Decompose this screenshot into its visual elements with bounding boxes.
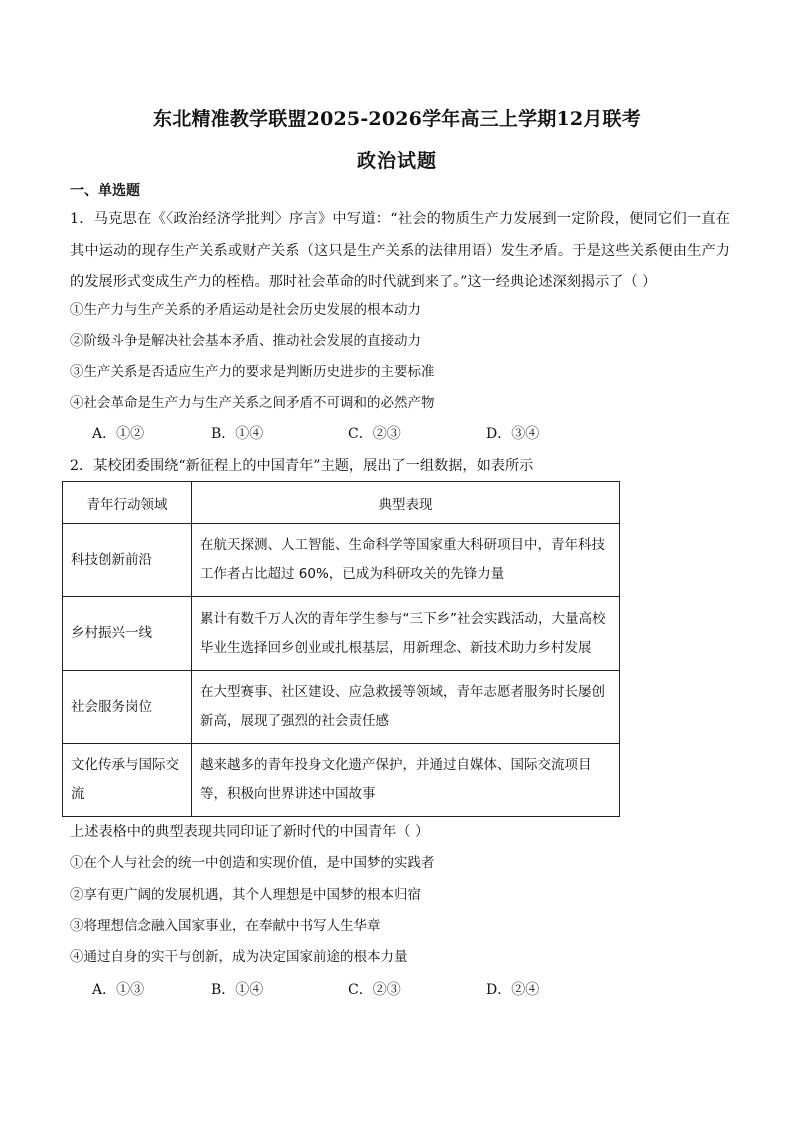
table-cell-performance: 越来越多的青年投身文化遗产保护，并通过自媒体、国际交流项目等，积极向世界讲述中国故事 (192, 744, 620, 817)
question-1-option-3: ③生产关系是否适应生产力的要求是判断历史进步的主要标准 (70, 364, 435, 380)
table-cell-performance: 累计有数千万人次的青年学生参与“三下乡”社会实践活动，大量高校毕业生选择回乡创业或扎根基层，用新理念、新技术助力乡村发展 (192, 597, 620, 671)
table-row (63, 524, 620, 597)
question-2-option-2: ②享有更广阔的发展机遇，其个人理想是中国梦的根本归宿 (70, 887, 421, 903)
question-1-choice-d[interactable]: D．③④ (486, 426, 540, 442)
table-cell-performance: 在大型赛事、社区建设、应急救援等领域，青年志愿者服务时长屡创新高，展现了强烈的社会责任感 (192, 671, 620, 744)
table-row (63, 597, 620, 671)
question-2-stem: 上述表格中的典型表现共同印证了新时代的中国青年（ ） (70, 824, 430, 840)
table-header-performance: 典型表现 (192, 482, 620, 524)
table-cell-performance: 在航天探测、人工智能、生命科学等国家重大科研项目中，青年科技工作者占比超过 60%，已成为科研攻关的先锋力量 (192, 524, 620, 597)
table-cell-field: 社会服务岗位 (63, 671, 192, 744)
table-row (63, 671, 620, 744)
table-header-row (63, 482, 620, 524)
question-1-choices (92, 424, 712, 444)
table-cell-field: 文化传承与国际交流 (63, 744, 192, 817)
question-1-option-2: ②阶级斗争是解决社会基本矛盾、推动社会发展的直接动力 (70, 333, 421, 349)
question-2-option-3: ③将理想信念融入国家事业，在奉献中书写人生华章 (70, 918, 381, 934)
question-2-option-1: ①在个人与社会的统一中创造和实现价值，是中国梦的实践者 (70, 855, 435, 871)
table-header-field: 青年行动领域 (63, 482, 192, 524)
exam-subject: 政治试题 (356, 150, 437, 172)
question-1-choice-a[interactable]: A．①② (92, 426, 145, 442)
table-row (63, 744, 620, 817)
question-1-choice-c[interactable]: C．②③ (348, 426, 401, 442)
question-1-option-1: ①生产力与生产关系的矛盾运动是社会历史发展的根本动力 (70, 302, 421, 318)
question-1-option-4: ④社会革命是生产力与生产关系之间矛盾不可调和的必然产物 (70, 395, 435, 411)
question-2-intro: 2．某校团委围绕“新征程上的中国青年”主题，展出了一组数据，如表所示 (70, 458, 534, 474)
section-label: 一、单选题 (70, 183, 140, 199)
question-1-stem: 1．马克思在《〈政治经济学批判〉序言》中写道：“社会的物质生产力发展到一定阶段，便同它们一直在其中运动的现存生产关系或财产关系（这只是生产关系的法律用语）发生矛盾。于是这些关系便由生产力的发展形式变成生产力的桎梏。那时社会革命的时代就到来了。”这一经典论述深刻揭示了（ ） (70, 211, 730, 290)
question-2-choices (92, 980, 712, 1000)
question-2-choice-c[interactable]: C．②③ (348, 982, 401, 998)
question-1-choice-b[interactable]: B．①④ (211, 426, 264, 442)
table-cell-field: 科技创新前沿 (63, 524, 192, 597)
youth-data-table (62, 481, 620, 817)
question-2-choice-b[interactable]: B．①④ (211, 982, 264, 998)
question-2-option-4: ④通过自身的实干与创新，成为决定国家前途的根本力量 (70, 949, 408, 965)
exam-title: 东北精准教学联盟2025-2026学年高三上学期12月联考 (153, 108, 641, 130)
table-cell-field: 乡村振兴一线 (63, 597, 192, 671)
question-2-choice-a[interactable]: A．①③ (92, 982, 145, 998)
question-2-choice-d[interactable]: D．②④ (486, 982, 540, 998)
